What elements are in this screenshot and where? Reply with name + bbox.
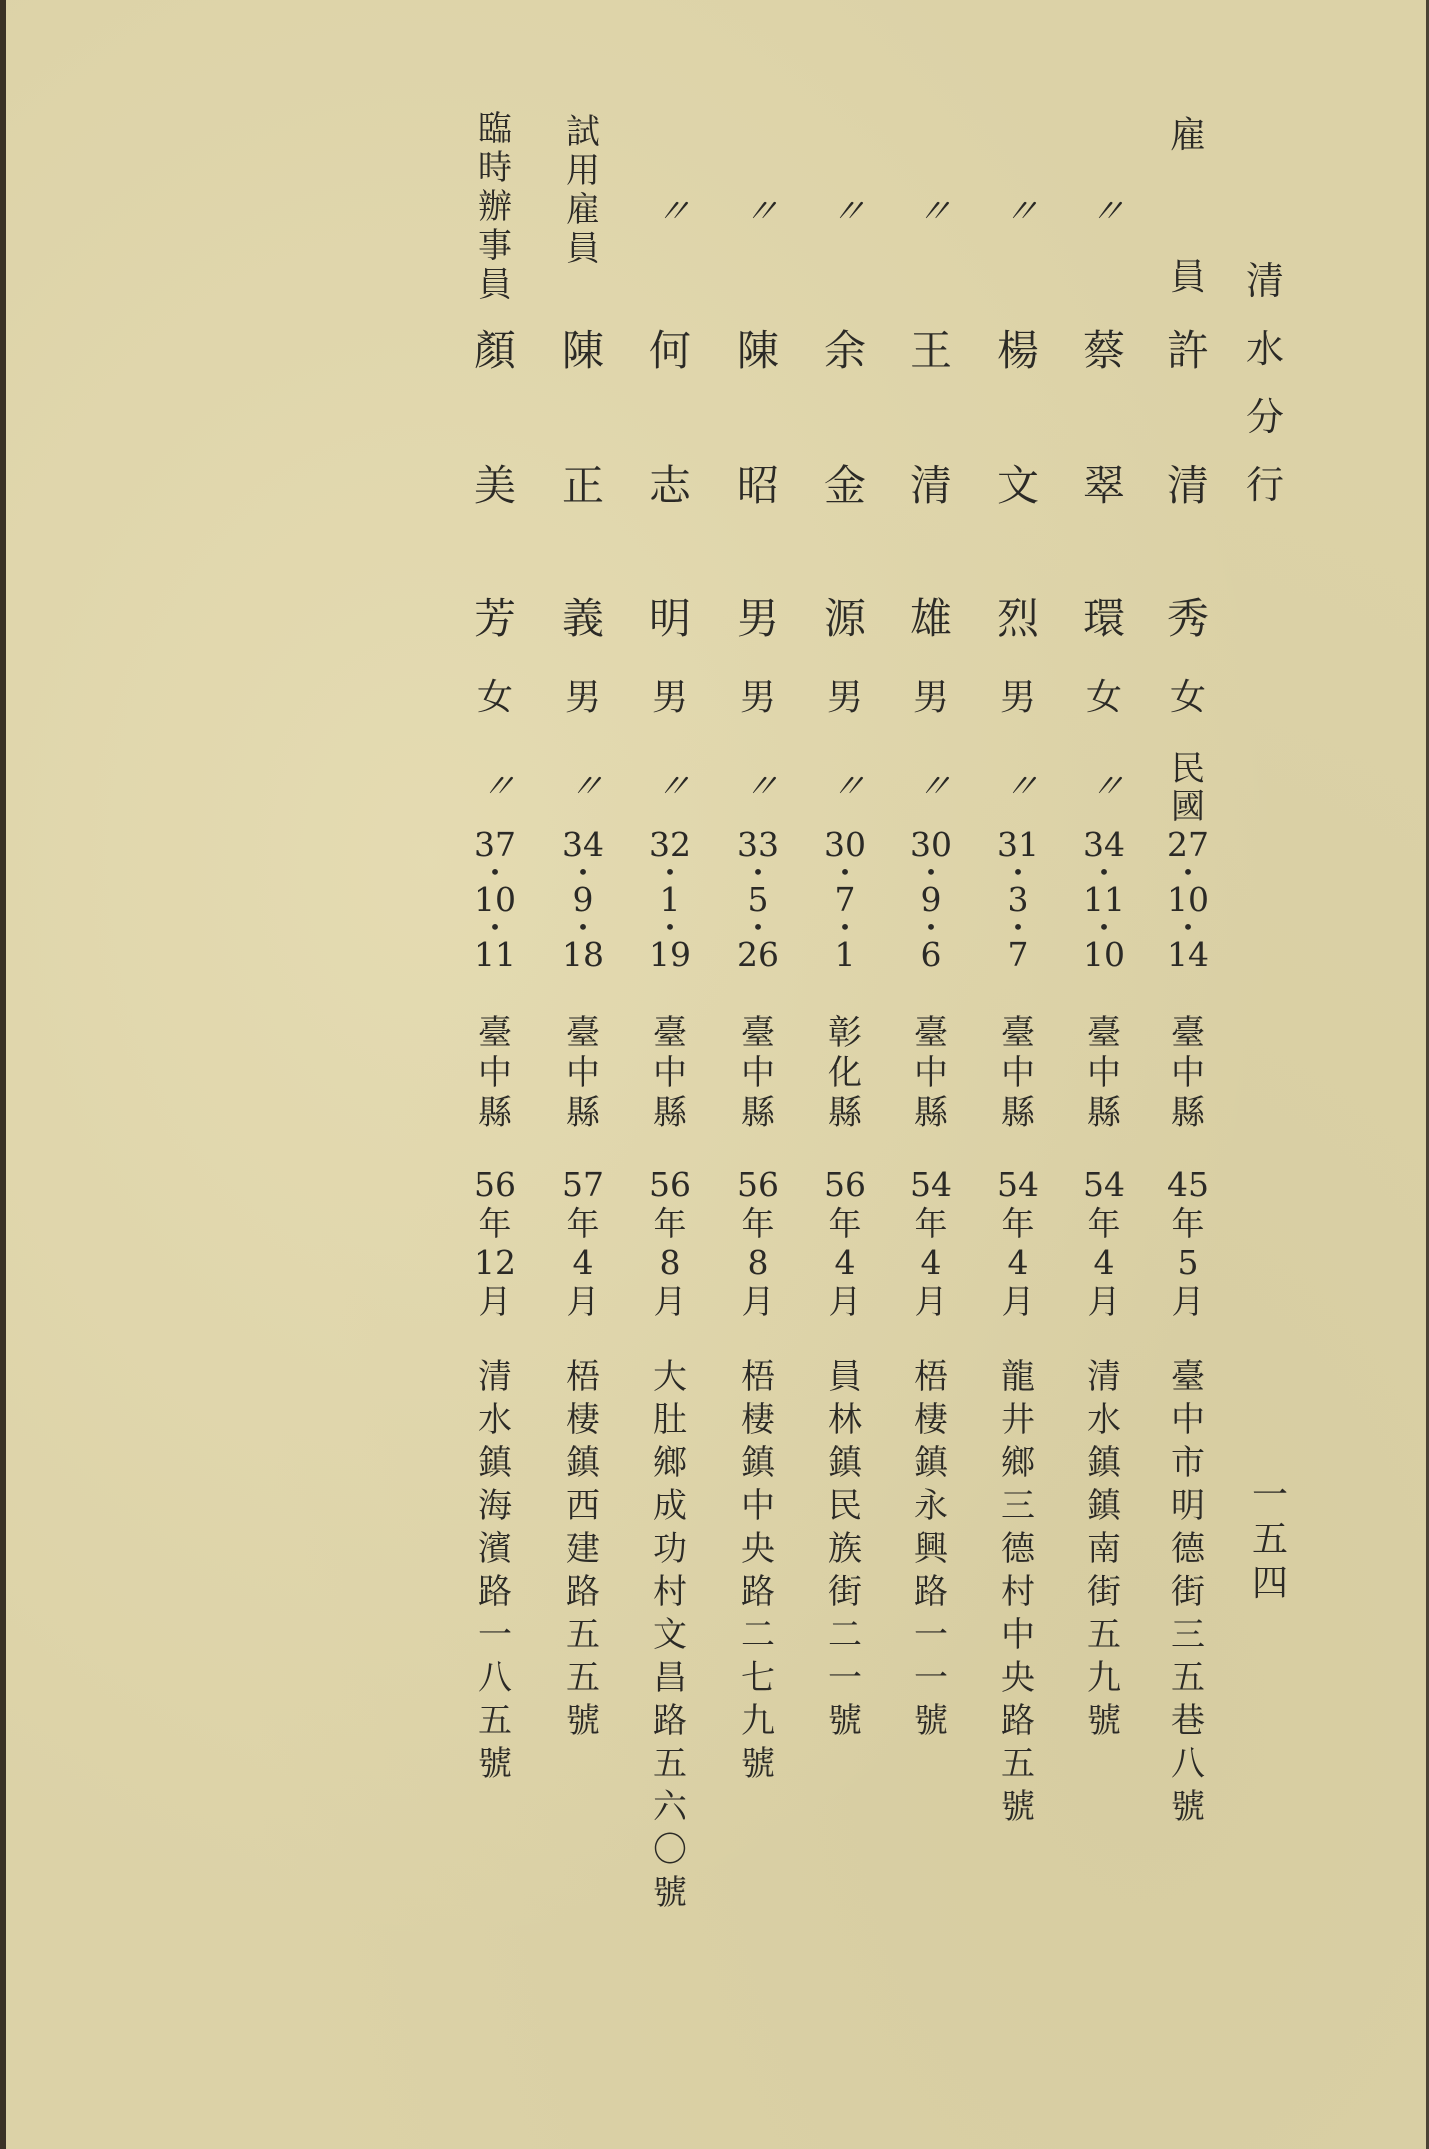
start-date-part: 年 [1087,1204,1121,1243]
page-number: 一 五 四 [1251,1475,1288,1604]
position-title: 試 用 雇 員 [566,112,600,269]
date-dot: • [664,860,676,884]
ditto-mark: 〃 [827,192,863,232]
address: 梧 棲 鎮 永 興 路 一 一 號 [914,1357,948,1741]
surname: 余 [823,326,866,375]
address: 員 林 鎮 民 族 街 二 一 號 [828,1357,862,1741]
date-part: 1 [834,935,856,974]
ditto-mark: 〃 [652,192,688,232]
date-part: 6 [920,935,942,974]
hometown: 臺 中 縣 [478,1013,512,1133]
start-date-part: 月 [1001,1282,1035,1321]
start-date-part: 57 [562,1165,604,1204]
address: 梧 棲 鎮 西 建 路 五 五 號 [566,1357,600,1741]
given-name-1: 翠 [1082,461,1125,510]
gender: 女 [476,677,513,718]
birth-date [1074,825,1134,974]
start-date-part: 54 [1083,1165,1125,1204]
hometown: 臺 中 縣 [653,1013,687,1133]
date-dot: • [1182,860,1194,884]
ditto-mark: 〃 [1086,192,1122,232]
position-ditto [815,192,875,232]
ditto-mark: 〃 [565,767,601,807]
position-ditto [901,192,961,232]
date-dot: • [489,860,501,884]
address: 梧 棲 鎮 中 央 路 二 七 九 號 [741,1357,775,1784]
date-part: 33 [737,825,779,864]
start-date-part: 8 [659,1243,681,1282]
date-part: 5 [747,880,769,919]
start-date-part: 56 [474,1165,516,1204]
date-part: 37 [474,825,516,864]
date-dot: • [839,860,851,884]
staff-row [640,0,700,2149]
date-part: 27 [1167,825,1209,864]
ditto-mark: 〃 [1000,192,1036,232]
start-date-part: 56 [737,1165,779,1204]
position-ditto [988,192,1048,232]
staff-row [728,0,788,2149]
start-date-part: 4 [1093,1243,1115,1282]
surname: 何 [648,326,691,375]
given-name-2: 環 [1082,594,1125,643]
start-date-part: 月 [566,1282,600,1321]
branch-title: 清 水 分 行 [1245,259,1284,507]
start-date-part: 54 [910,1165,952,1204]
ditto-mark: 〃 [913,192,949,232]
start-date-part: 56 [649,1165,691,1204]
start-date-part: 56 [824,1165,866,1204]
date-dot: • [1098,860,1110,884]
hometown: 臺 中 縣 [1171,1013,1205,1133]
birth-era-ditto [988,767,1048,807]
date-part: 19 [649,935,691,974]
date-part: 18 [562,935,604,974]
surname: 許 [1166,326,1209,375]
hometown: 臺 中 縣 [566,1013,600,1133]
start-date-part: 月 [478,1282,512,1321]
start-date-part: 4 [1007,1243,1029,1282]
birth-era-ditto [901,767,961,807]
address: 龍 井 鄉 三 德 村 中 央 路 五 號 [1001,1357,1035,1827]
given-name-2: 源 [823,594,866,643]
given-name-1: 美 [473,461,516,510]
date-part: 1 [659,880,681,919]
start-date-part: 54 [997,1165,1039,1204]
surname: 楊 [996,326,1039,375]
date-dot: • [664,915,676,939]
start-date-part: 年 [914,1204,948,1243]
birth-era-ditto [465,767,525,807]
start-date-part: 年 [1001,1204,1035,1243]
date-dot: • [839,915,851,939]
position-ditto [640,192,700,232]
birth-era: 民 國 [1171,749,1205,827]
date-dot: • [925,915,937,939]
date-part: 11 [1083,880,1125,919]
given-name-1: 金 [823,461,866,510]
date-part: 3 [1007,880,1029,919]
given-name-2: 雄 [909,594,952,643]
ditto-mark: 〃 [652,767,688,807]
start-date-part: 4 [834,1243,856,1282]
start-date-part: 4 [920,1243,942,1282]
address: 清 水 鎮 海 濱 路 一 八 五 號 [478,1357,512,1784]
address: 臺 中 市 明 德 街 三 五 巷 八 號 [1171,1357,1205,1827]
hometown: 臺 中 縣 [914,1013,948,1133]
address: 大 肚 鄉 成 功 村 文 昌 路 五 六 〇 號 [653,1357,687,1913]
hometown: 臺 中 縣 [1087,1013,1121,1133]
birth-date [901,825,961,974]
birth-date [553,825,613,974]
gender: 女 [1085,677,1122,718]
start-date-part: 月 [1087,1282,1121,1321]
address: 清 水 鎮 鎮 南 街 五 九 號 [1087,1357,1121,1741]
start-date-part: 月 [828,1282,862,1321]
date-part: 14 [1167,935,1209,974]
ditto-mark: 〃 [740,767,776,807]
date-part: 32 [649,825,691,864]
birth-date [815,825,875,974]
ditto-mark: 〃 [1000,767,1036,807]
date-dot: • [489,915,501,939]
date-part: 10 [1083,935,1125,974]
position-ditto [1074,192,1134,232]
date-part: 7 [1007,935,1029,974]
start-date [1074,1165,1134,1321]
birth-era-ditto [815,767,875,807]
date-part: 10 [474,880,516,919]
start-date-part: 年 [741,1204,775,1243]
birth-era-ditto [728,767,788,807]
start-date-part: 月 [1171,1282,1205,1321]
start-date-part: 年 [653,1204,687,1243]
ditto-mark: 〃 [477,767,513,807]
birth-date [988,825,1048,974]
hometown: 臺 中 縣 [741,1013,775,1133]
date-part: 7 [834,880,856,919]
start-date [728,1165,788,1321]
ditto-mark: 〃 [1086,767,1122,807]
gender: 男 [739,677,776,718]
start-date-part: 年 [566,1204,600,1243]
position-ditto [728,192,788,232]
gender: 女 [1169,677,1206,718]
given-name-2: 男 [736,594,779,643]
date-dot: • [1182,915,1194,939]
birth-date [728,825,788,974]
given-name-1: 志 [648,461,691,510]
start-date [901,1165,961,1321]
date-dot: • [1012,860,1024,884]
date-part: 34 [1083,825,1125,864]
given-name-1: 清 [1166,461,1209,510]
start-date [465,1165,525,1321]
start-date [553,1165,613,1321]
start-date-part: 45 [1167,1165,1209,1204]
hometown: 彰 化 縣 [828,1013,862,1133]
position-title: 雇 員 [1169,115,1206,298]
gender: 男 [564,677,601,718]
given-name-2: 芳 [473,594,516,643]
date-dot: • [577,915,589,939]
birth-era-ditto [640,767,700,807]
birth-era-ditto [553,767,613,807]
given-name-1: 文 [996,461,1039,510]
date-dot: • [752,860,764,884]
position-title: 臨 時 辦 事 員 [478,109,512,305]
birth-date [465,825,525,974]
date-part: 10 [1167,880,1209,919]
start-date-part: 年 [1171,1204,1205,1243]
gender: 男 [912,677,949,718]
start-date-part: 5 [1177,1243,1199,1282]
gender: 男 [826,677,863,718]
ditto-mark: 〃 [827,767,863,807]
start-date-part: 8 [747,1243,769,1282]
start-date-part: 4 [572,1243,594,1282]
date-part: 9 [920,880,942,919]
ditto-mark: 〃 [913,767,949,807]
page-left-edge [0,0,6,2149]
staff-row [988,0,1048,2149]
date-dot: • [752,915,764,939]
given-name-1: 清 [909,461,952,510]
staff-row [1158,0,1218,2149]
given-name-2: 明 [648,594,691,643]
staff-row [553,0,613,2149]
given-name-1: 正 [561,461,604,510]
date-part: 9 [572,880,594,919]
start-date-part: 月 [741,1282,775,1321]
gender: 男 [651,677,688,718]
date-part: 26 [737,935,779,974]
hometown: 臺 中 縣 [1001,1013,1035,1133]
date-part: 31 [997,825,1039,864]
date-dot: • [577,860,589,884]
given-name-1: 昭 [736,461,779,510]
birth-era-ditto [1074,767,1134,807]
birth-date [1158,825,1218,974]
given-name-2: 烈 [996,594,1039,643]
start-date [815,1165,875,1321]
start-date-part: 12 [474,1243,516,1282]
date-dot: • [1098,915,1110,939]
start-date-part: 年 [828,1204,862,1243]
date-dot: • [925,860,937,884]
start-date [1158,1165,1218,1321]
surname: 王 [909,326,952,375]
date-part: 30 [910,825,952,864]
surname: 蔡 [1082,326,1125,375]
staff-row [465,0,525,2149]
staff-row [1074,0,1134,2149]
staff-row [901,0,961,2149]
given-name-2: 秀 [1166,594,1209,643]
start-date-part: 月 [914,1282,948,1321]
surname: 陳 [736,326,779,375]
start-date-part: 年 [478,1204,512,1243]
birth-date [640,825,700,974]
date-part: 30 [824,825,866,864]
surname: 顏 [473,326,516,375]
date-dot: • [1012,915,1024,939]
ditto-mark: 〃 [740,192,776,232]
start-date [640,1165,700,1321]
staff-row [815,0,875,2149]
date-part: 11 [474,935,516,974]
date-part: 34 [562,825,604,864]
surname: 陳 [561,326,604,375]
start-date-part: 月 [653,1282,687,1321]
gender: 男 [999,677,1036,718]
given-name-2: 義 [561,594,604,643]
start-date [988,1165,1048,1321]
